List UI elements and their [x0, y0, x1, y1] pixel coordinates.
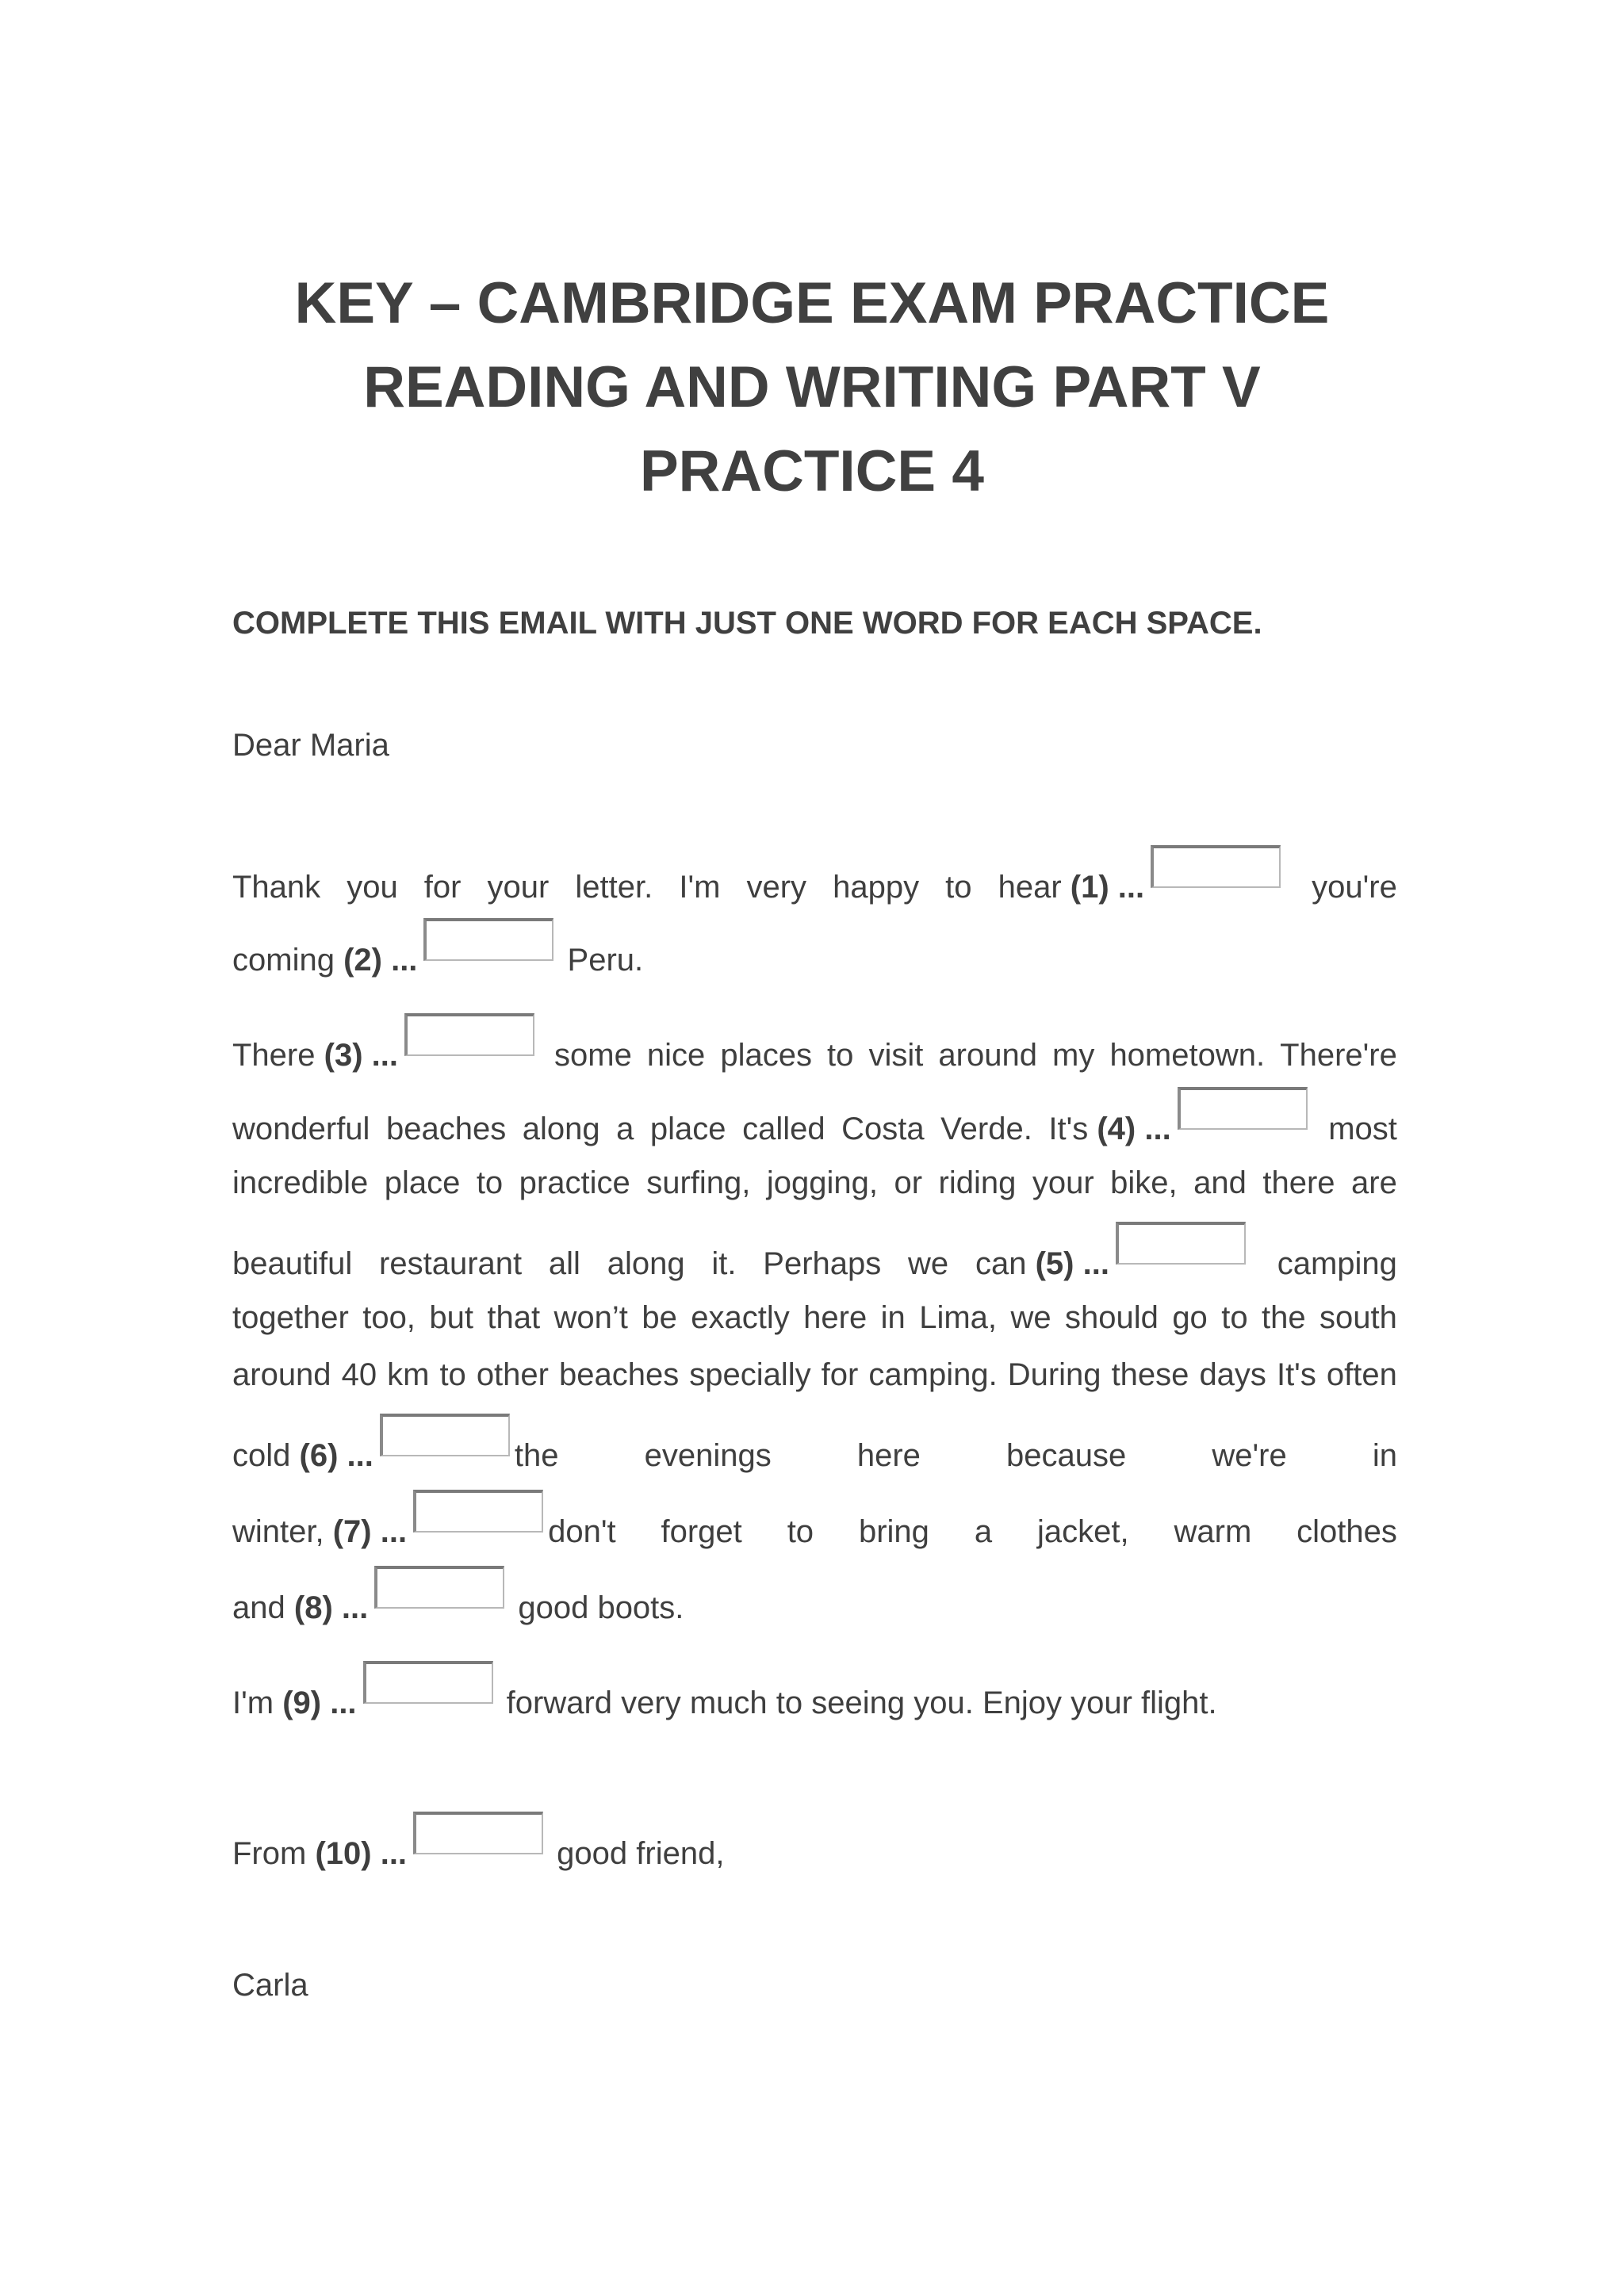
word: forward very much to seeing you. Enjoy your flight. [506, 1686, 1217, 1720]
email-line-5 [232, 1165, 1397, 1201]
gap-group-3 [232, 1031, 539, 1073]
word: you [347, 870, 398, 905]
word: wonderful [232, 1112, 370, 1146]
gap-input-9[interactable] [366, 1666, 492, 1704]
word: go [1172, 1300, 1208, 1335]
gap-group-1 [998, 863, 1286, 905]
word: jacket, [1036, 1514, 1129, 1549]
word: don't [548, 1514, 616, 1549]
word: bring [858, 1514, 929, 1549]
gap-group-4 [1048, 1104, 1312, 1147]
word: During [1007, 1357, 1101, 1392]
word: There're [1280, 1038, 1397, 1073]
email-line-9 [232, 1431, 1397, 1474]
word: for [423, 870, 462, 905]
word: or [894, 1165, 923, 1200]
word: I'm [232, 1686, 274, 1720]
word: in [880, 1300, 906, 1335]
word: to [439, 1357, 466, 1392]
word: places [720, 1038, 812, 1073]
word: it. [711, 1246, 737, 1281]
gap-input-2[interactable] [427, 923, 552, 961]
gap-box-6[interactable] [380, 1414, 510, 1456]
word: good friend, [557, 1836, 725, 1871]
gap-group-6 [232, 1431, 558, 1474]
word: beaches [559, 1357, 680, 1392]
word: warm [1174, 1514, 1252, 1549]
word: there [1262, 1165, 1335, 1200]
word: riding [938, 1165, 1017, 1200]
word: exactly [691, 1300, 790, 1335]
word: to [476, 1165, 504, 1200]
word: to [787, 1514, 814, 1549]
word: are [1351, 1165, 1397, 1200]
gap-box-10[interactable] [413, 1812, 543, 1854]
word: winter, [232, 1514, 324, 1549]
gap-number-4: (4) ... [1097, 1112, 1171, 1146]
gap-box-4[interactable] [1178, 1087, 1308, 1130]
page-title [0, 262, 1624, 514]
word: It's [1048, 1112, 1089, 1146]
word: I'm [679, 870, 721, 905]
word: Lima, [919, 1300, 998, 1335]
gap-number-1: (1) ... [1070, 870, 1145, 905]
word: jogging, [766, 1165, 878, 1200]
gap-number-8: (8) ... [293, 1590, 369, 1625]
gap-box-5[interactable] [1116, 1222, 1246, 1265]
word: your [487, 870, 550, 905]
gap-input-5[interactable] [1119, 1226, 1244, 1265]
word: It's [1276, 1357, 1316, 1392]
gap-input-4[interactable] [1181, 1092, 1306, 1130]
word: good boots. [518, 1590, 684, 1625]
word: surfing, [646, 1165, 751, 1200]
word: camping. [868, 1357, 998, 1392]
gap-box-8[interactable] [374, 1566, 504, 1609]
word: should [1065, 1300, 1159, 1335]
word: nice [646, 1038, 706, 1073]
gap-box-3[interactable] [404, 1013, 534, 1056]
salutation: Dear Maria [232, 728, 389, 763]
word: south [1320, 1300, 1397, 1335]
gap-input-7[interactable] [416, 1494, 542, 1533]
word: too, [362, 1300, 416, 1335]
email-line-2 [232, 936, 1397, 978]
word: practice [519, 1165, 630, 1200]
gap-input-10[interactable] [416, 1816, 542, 1854]
word: a [616, 1112, 634, 1146]
word: evenings [644, 1438, 772, 1473]
gap-number-10: (10) ... [315, 1836, 408, 1871]
word: to [945, 870, 972, 905]
title-line-2: READING AND WRITING PART V [363, 355, 1261, 419]
gap-number-9: (9) ... [282, 1686, 357, 1720]
word: Costa [841, 1112, 925, 1146]
word: Verde. [940, 1112, 1032, 1146]
word: and [232, 1590, 285, 1625]
gap-number-3: (3) ... [324, 1038, 398, 1073]
gap-number-2: (2) ... [343, 943, 418, 978]
word: called [742, 1112, 825, 1146]
word: forget [661, 1514, 742, 1549]
gap-number-5: (5) ... [1035, 1246, 1109, 1281]
word: cold [232, 1438, 291, 1473]
word: you're [1312, 870, 1397, 905]
email-line-4 [232, 1104, 1397, 1147]
word: these [1111, 1357, 1189, 1392]
word: we [1010, 1300, 1051, 1335]
word: here [856, 1438, 921, 1473]
gap-number-7: (7) ... [332, 1514, 408, 1549]
word: we're [1212, 1438, 1287, 1473]
signature: Carla [232, 1968, 308, 2003]
word: along [522, 1112, 600, 1146]
word: days [1199, 1357, 1266, 1392]
word: place [384, 1165, 461, 1200]
gap-group-5 [975, 1239, 1251, 1282]
word: hometown. [1109, 1038, 1266, 1073]
email-line-10 [232, 1507, 1397, 1550]
gap-box-7[interactable] [413, 1490, 543, 1533]
word: clothes [1297, 1514, 1397, 1549]
word: There [232, 1038, 316, 1073]
word: won’t [553, 1300, 628, 1335]
email-line-7 [232, 1300, 1397, 1336]
title-line-3: PRACTICE 4 [639, 439, 984, 503]
word: be [642, 1300, 677, 1335]
word: Thank [232, 870, 321, 905]
word: together [232, 1300, 349, 1335]
word: other [476, 1357, 549, 1392]
word: 40 [341, 1357, 377, 1392]
word: the [1262, 1300, 1306, 1335]
word: beaches [385, 1112, 507, 1146]
word: hear [998, 870, 1062, 905]
word: for [821, 1357, 859, 1392]
word: around [938, 1038, 1037, 1073]
word: here [803, 1300, 868, 1335]
word: because [1006, 1438, 1127, 1473]
word: happy [833, 870, 920, 905]
word: km [387, 1357, 430, 1392]
email-line-8 [232, 1357, 1397, 1393]
word: camping [1277, 1246, 1397, 1281]
word: beautiful [232, 1246, 353, 1281]
email-line-6 [232, 1239, 1397, 1282]
word: but [429, 1300, 473, 1335]
email-line-12 [232, 1678, 1397, 1721]
word: the [514, 1438, 559, 1473]
word: restaurant [379, 1246, 523, 1281]
word: my [1052, 1038, 1095, 1073]
word: in [1372, 1438, 1397, 1473]
email-line-3 [232, 1031, 1397, 1073]
gap-input-3[interactable] [408, 1018, 533, 1056]
word: incredible [232, 1165, 369, 1200]
word: very [746, 870, 807, 905]
word: specially [689, 1357, 811, 1392]
gap-input-1[interactable] [1154, 850, 1279, 888]
word: place [649, 1112, 726, 1146]
gap-number-6: (6) ... [299, 1438, 373, 1473]
word: a [974, 1514, 993, 1549]
word: to [1221, 1300, 1248, 1335]
word: Perhaps [763, 1246, 882, 1281]
word: visit [868, 1038, 924, 1073]
word: often [1326, 1357, 1397, 1392]
word: coming [232, 943, 335, 978]
word: around [232, 1357, 331, 1392]
word: that [487, 1300, 541, 1335]
gap-group-7 [232, 1507, 616, 1550]
gap-box-1[interactable] [1151, 845, 1281, 888]
email-line-11 [232, 1583, 1397, 1626]
gap-box-2[interactable] [423, 918, 553, 961]
word: letter. [575, 870, 653, 905]
word: some [554, 1038, 632, 1073]
word: From [232, 1836, 307, 1871]
word: can [975, 1246, 1027, 1281]
title-line-1: KEY – CAMBRIDGE EXAM PRACTICE [294, 271, 1330, 335]
word: Peru. [567, 943, 644, 978]
word: to [827, 1038, 854, 1073]
word: all [548, 1246, 580, 1281]
word: bike, [1110, 1165, 1178, 1200]
word: most [1328, 1112, 1397, 1146]
instruction-heading: COMPLETE THIS EMAIL WITH JUST ONE WORD FOR EACH SPACE. [232, 606, 1262, 641]
gap-input-8[interactable] [377, 1571, 503, 1609]
word: your [1032, 1165, 1094, 1200]
word: we [908, 1246, 949, 1281]
word: along [607, 1246, 685, 1281]
email-closing [232, 1829, 1397, 1872]
email-line-1 [232, 863, 1397, 905]
gap-input-6[interactable] [383, 1418, 508, 1456]
gap-box-9[interactable] [363, 1661, 493, 1704]
word: and [1193, 1165, 1247, 1200]
